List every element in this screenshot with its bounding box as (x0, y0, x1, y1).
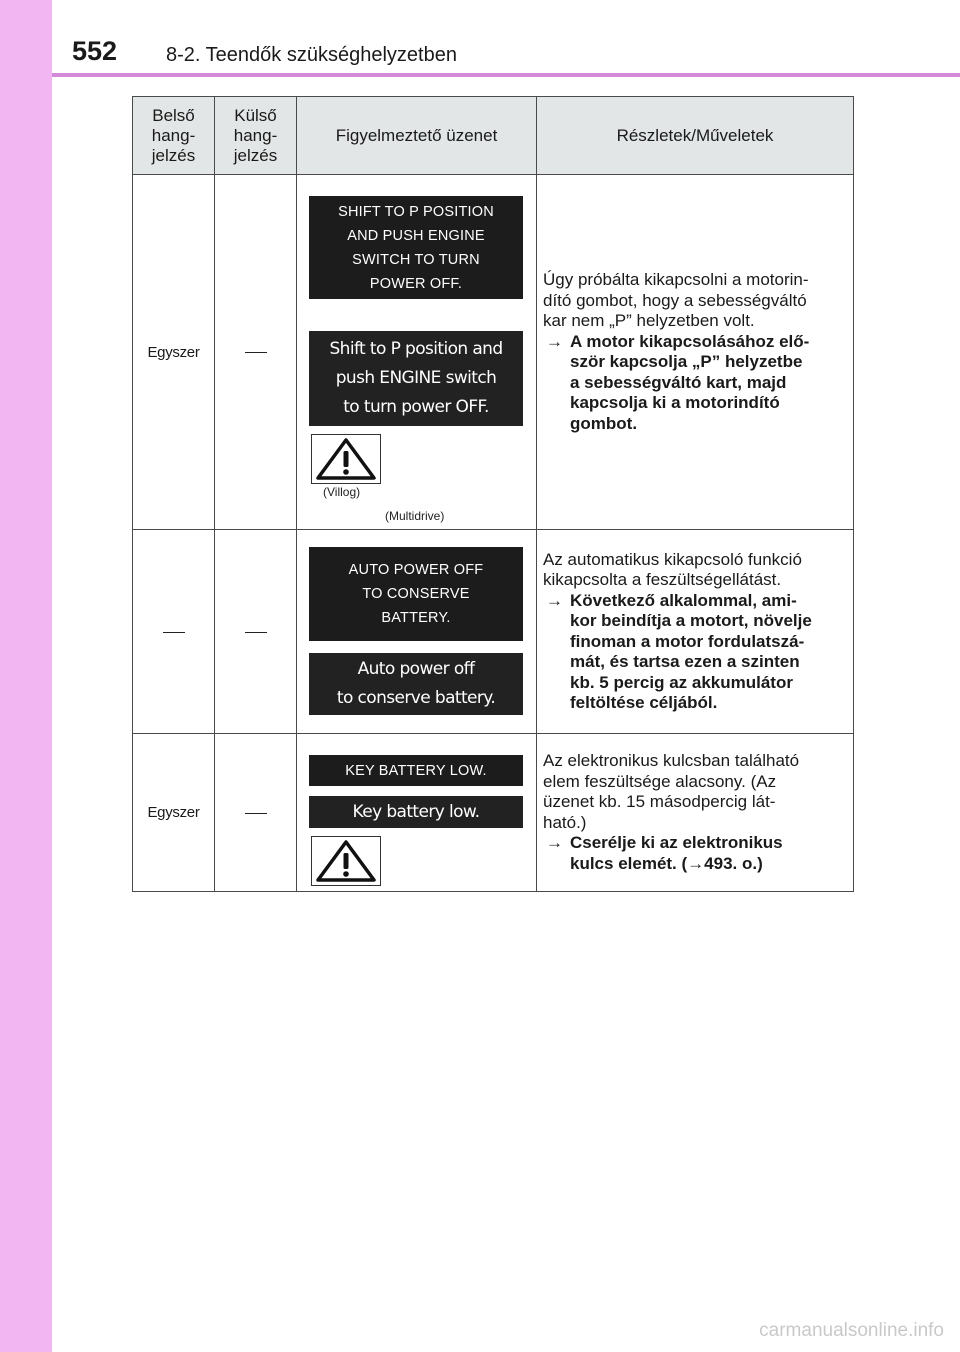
footer-watermark: carmanualsonline.info (759, 1320, 944, 1341)
right-arrow-icon: → (546, 590, 563, 610)
action-text: Következő alkalommal, ami- kor beindítja a motort, növelje finoman a motor fordulatszá- mát, és tartsa ezen a szinten kb. 5 percig az akkumulátor feltöltése céljából. (570, 590, 812, 712)
inner-sound-cell (133, 530, 215, 734)
display-message: KEY BATTERY LOW. (309, 755, 523, 786)
action-instruction (543, 833, 843, 874)
table-row (133, 530, 854, 734)
table-header-row (133, 97, 854, 175)
warning-table (132, 96, 854, 892)
right-arrow-icon: → (546, 833, 563, 852)
display-message: SHIFT TO P POSITION AND PUSH ENGINE SWITCH TO TURN POWER OFF. (309, 196, 523, 299)
warning-triangle-icon (311, 434, 381, 484)
icon-caption: (Villog) (323, 485, 361, 499)
outer-sound-cell (215, 175, 297, 530)
dash-mark (163, 632, 185, 633)
warning-triangle-icon (311, 836, 381, 886)
transmission-note: (Multidrive) (385, 509, 445, 523)
action-instruction (543, 591, 843, 714)
display-message-lcd: Shift to P position and push ENGINE switch to turn power OFF. (309, 331, 523, 426)
action-instruction (543, 332, 843, 435)
dash-mark (245, 813, 267, 814)
detail-text: Az elektronikus kulcsban található elem feszültsége alacsony. (Az üzenet kb. 15 másodpercig lát- ható.) (543, 751, 800, 832)
warning-message-cell (297, 175, 537, 530)
display-message-lcd: Auto power off to conserve battery. (309, 653, 523, 715)
dash-mark (245, 632, 267, 633)
sidebar-tab (0, 0, 52, 1352)
warning-message-cell (297, 734, 537, 892)
details-cell (537, 734, 854, 892)
page-number: 552 (72, 36, 118, 66)
action-text: Cserélje ki az elektronikus kulcs elemét. (→493. o.) (570, 833, 783, 873)
inner-sound-cell: Egyszer (133, 175, 215, 530)
display-message: AUTO POWER OFF TO CONSERVE BATTERY. (309, 547, 523, 641)
right-arrow-icon: → (546, 331, 563, 351)
warning-message-cell (297, 530, 537, 734)
inner-sound-cell: Egyszer (133, 734, 215, 892)
header-rule (52, 73, 960, 77)
chapter-title: 8-2. Teendők szükséghelyzetben (166, 44, 457, 66)
dash-mark (245, 352, 267, 353)
column-header-inner-sound: Belső hang- jelzés (133, 97, 215, 175)
column-header-details: Részletek/Műveletek (537, 97, 854, 175)
display-message-lcd: Key battery low. (309, 796, 523, 828)
detail-text: Úgy próbálta kikapcsolni a motorin- dító gombot, hogy a sebességváltó kar nem „P” helyzetben volt. (543, 270, 809, 330)
column-header-outer-sound: Külső hang- jelzés (215, 97, 297, 175)
outer-sound-cell (215, 530, 297, 734)
table-row (133, 734, 854, 892)
action-text: A motor kikapcsolásához elő- ször kapcsolja „P” helyzetbe a sebességváltó kart, majd kapcsolja ki a motorindító gombot. (570, 331, 810, 433)
detail-text: Az automatikus kikapcsoló funkció kikapcsolta a feszültségellátást. (543, 549, 802, 589)
table-row (133, 175, 854, 530)
column-header-warning-message: Figyelmeztető üzenet (297, 97, 537, 175)
details-cell (537, 530, 854, 734)
outer-sound-cell (215, 734, 297, 892)
details-cell (537, 175, 854, 530)
